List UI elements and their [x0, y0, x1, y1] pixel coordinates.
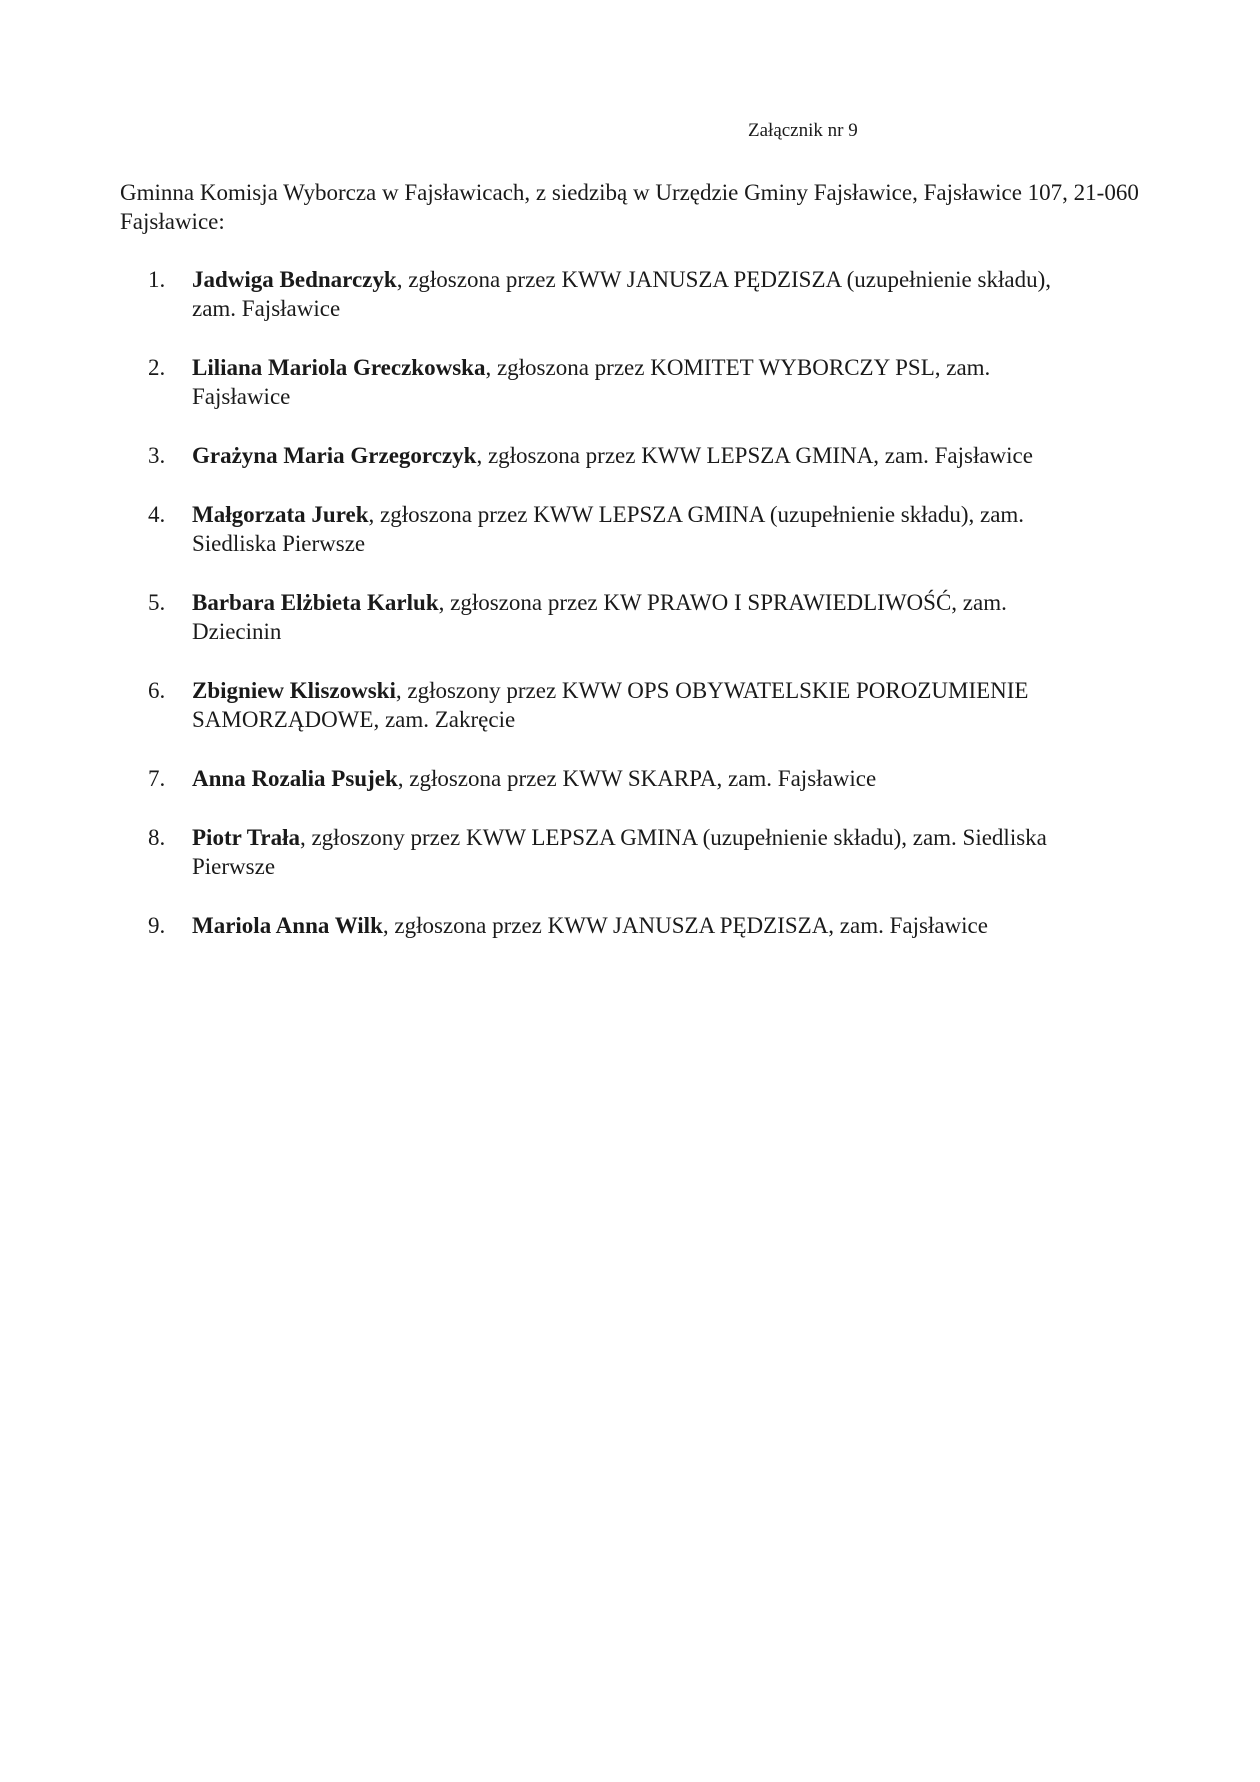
member-name: Anna Rozalia Psujek	[192, 766, 398, 791]
member-details: , zgłoszony przez KWW LEPSZA GMINA (uzupełnienie składu), zam. Siedliska Pierwsze	[192, 825, 1047, 879]
member-details: , zgłoszona przez KWW LEPSZA GMINA (uzupełnienie składu), zam. Siedliska Pierwsze	[192, 502, 1025, 556]
item-number: 4.	[148, 502, 166, 527]
member-details: , zgłoszona przez KWW JANUSZA PĘDZISZA, zam. Fajsławice	[382, 913, 988, 938]
list-item	[0, 676, 1082, 734]
list-item	[0, 441, 1082, 470]
member-name: Liliana Mariola Greczkowska	[192, 355, 486, 380]
annex-label: Załącznik nr 9	[748, 120, 858, 141]
list-item	[0, 588, 1082, 646]
list-item	[0, 911, 1082, 940]
member-list	[0, 265, 1260, 970]
commission-intro: Gminna Komisja Wyborcza w Fajsławicach, z siedzibą w Urzędzie Gminy Fajsławice, Fajsławice 107, 21-060 Fajsławice:	[120, 180, 1139, 234]
member-details: , zgłoszona przez KWW LEPSZA GMINA, zam. Fajsławice	[476, 443, 1033, 468]
member-details: , zgłoszona przez KWW JANUSZA PĘDZISZA (uzupełnienie składu), zam. Fajsławice	[192, 267, 1051, 321]
member-name: Małgorzata Jurek	[192, 502, 369, 527]
member-details: , zgłoszona przez KOMITET WYBORCZY PSL, zam. Fajsławice	[192, 355, 991, 409]
member-name: Grażyna Maria Grzegorczyk	[192, 443, 477, 468]
item-number: 6.	[148, 678, 166, 703]
member-name: Piotr Trała	[192, 825, 300, 850]
list-item	[0, 500, 1082, 558]
item-number: 5.	[148, 590, 166, 615]
item-number: 1.	[148, 267, 166, 292]
item-number: 2.	[148, 355, 166, 380]
item-number: 9.	[148, 913, 166, 938]
list-item	[0, 764, 1082, 793]
member-details: , zgłoszona przez KWW SKARPA, zam. Fajsławice	[397, 766, 877, 791]
member-name: Barbara Elżbieta Karluk	[192, 590, 439, 615]
list-item	[0, 823, 1082, 881]
item-number: 3.	[148, 443, 166, 468]
member-details: , zgłoszona przez KW PRAWO I SPRAWIEDLIWOŚĆ, zam. Dziecinin	[192, 590, 1007, 644]
member-name: Mariola Anna Wilk	[192, 913, 383, 938]
item-number: 7.	[148, 766, 166, 791]
list-item	[0, 265, 1082, 323]
item-number: 8.	[148, 825, 166, 850]
member-name: Zbigniew Kliszowski	[192, 678, 396, 703]
member-name: Jadwiga Bednarczyk	[192, 267, 397, 292]
list-item	[0, 353, 1082, 411]
member-details: , zgłoszony przez KWW OPS OBYWATELSKIE POROZUMIENIE SAMORZĄDOWE, zam. Zakręcie	[192, 678, 1029, 732]
